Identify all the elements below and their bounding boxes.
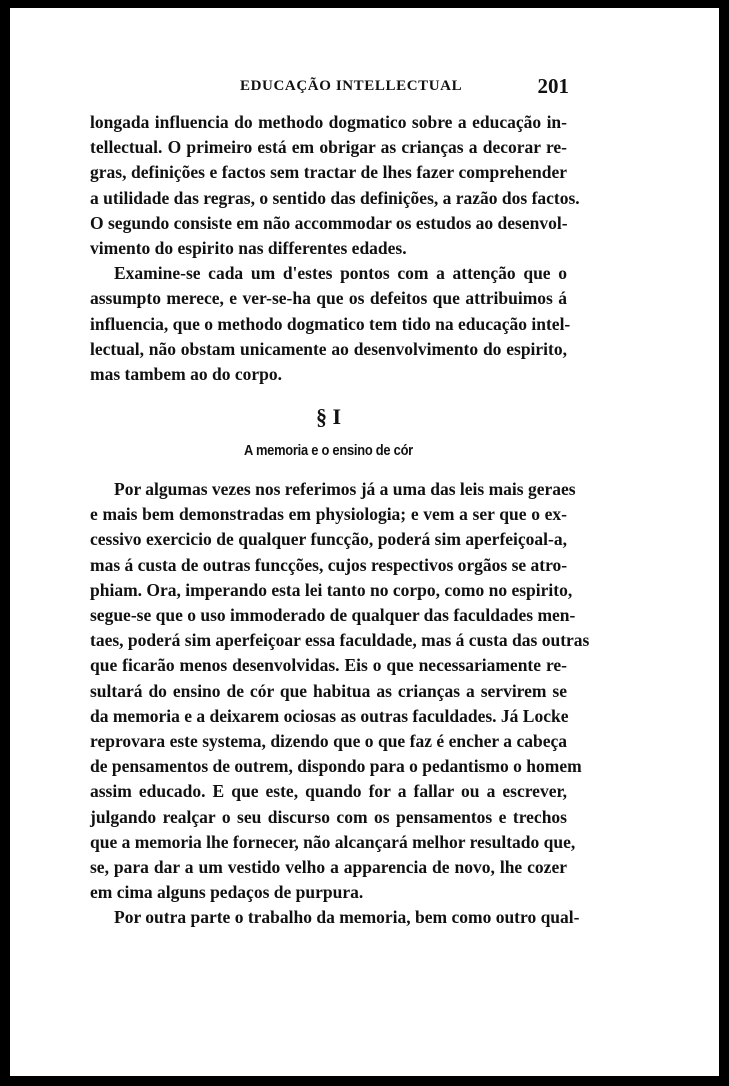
text-line: assumpto merece, e ver-se-ha que os defeitos que attribuimos á [90,288,567,309]
text-line: influencia, que o methodo dogmatico tem tido na educação intel- [90,313,571,334]
paragraph-2 [90,261,571,387]
text-line: julgando realçar o seu discurso com os pensamentos e trechos [90,806,567,827]
text-line: em cima alguns pedaços de purpura. [90,882,364,903]
text-line: cessivo exercicio de qualquer funcção, poderá sim aperfeiçoal-a, [90,529,567,550]
text-line: que ficarão menos desenvolvidas. Eis o que necessariamente re- [90,655,567,676]
text-line: Por algumas vezes nos referimos já a uma das leis mais geraes [114,479,576,500]
text-line: a utilidade das regras, o sentido das definições, a razão dos factos. [90,187,580,208]
text-line: de pensamentos de outrem, dispondo para o pedantismo o homem [90,756,582,777]
text-line: taes, poderá sim aperfeiçoar essa faculdade, mas á custa das outras [90,630,590,651]
text-line: phiam. Ora, imperando esta lei tanto no corpo, como no espirito, [90,579,573,600]
body-text [90,110,590,930]
paragraph-4 [90,905,580,930]
text-line: segue-se que o uso immoderado de qualquer das faculdades men- [90,605,576,625]
text-line: vimento do espirito nas differentes edades. [90,237,407,258]
page-header [106,74,583,102]
paragraph-3 [90,477,590,905]
section-title: A memoria e o ensino de cór [244,442,413,460]
text-line: longada influencia do methodo dogmatico sobre a educação in- [90,112,567,132]
text-line: que a memoria lhe fornecer, não alcançará melhor resultado que, [90,831,576,852]
text-line: O segundo consiste em não accommodar os estudos ao desenvol- [90,212,568,233]
text-line: gras, definições e factos sem tractar de lhes fazer comprehender [90,162,567,183]
text-line: Examine-se cada um d'estes pontos com a attenção que o [114,263,567,284]
text-line: tellectual. O primeiro está em obrigar as crianças a decorar re- [90,137,567,158]
text-line: sultará do ensino de cór que habitua as crianças a servirem se [90,680,567,701]
page-number: 201 [537,74,569,98]
text-line: da memoria e a deixarem ociosas as outras faculdades. Já Locke [90,705,569,726]
running-title: EDUCAÇÃO INTELLECTUAL [240,78,463,94]
section-mark: § I [315,404,342,430]
text-line: e mais bem demonstradas em physiologia; e vem a ser que o ex- [90,504,567,525]
text-line: mas á custa de outras funcções, cujos respectivos orgãos se atro- [90,554,568,575]
text-line: mas tambem ao do corpo. [90,363,282,384]
paragraph-1 [90,110,580,261]
text-line: se, para dar a um vestido velho a apparencia de novo, lhe cozer [90,856,567,877]
text-line: Por outra parte o trabalho da memoria, bem como outro qual- [114,907,580,928]
text-line: lectual, não obstam unicamente ao desenvolvimento do espirito, [90,338,567,359]
text-line: reprovara este systema, dizendo que o que faz é encher a cabeça [90,730,567,751]
text-line: assim educado. E que este, quando for a fallar ou a escrever, [90,781,567,802]
